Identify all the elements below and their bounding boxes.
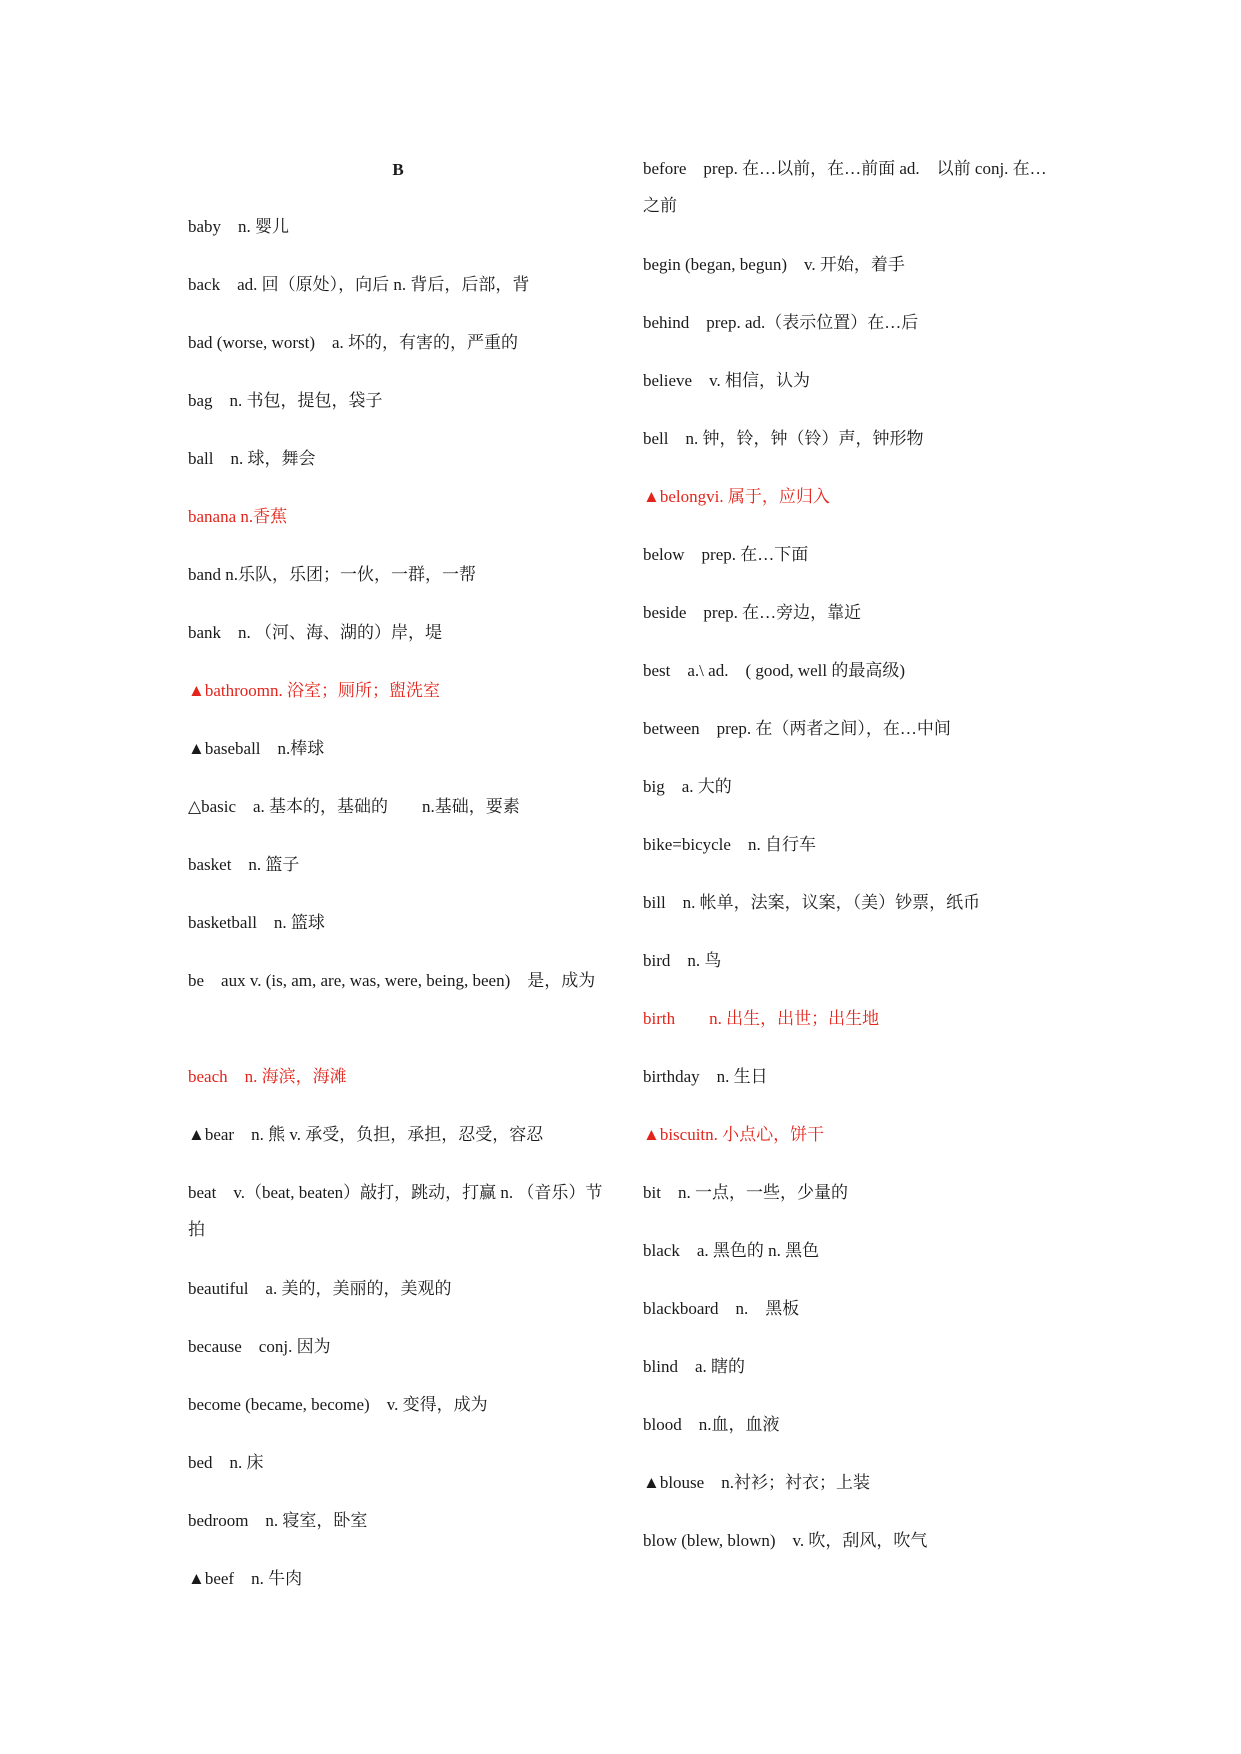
vocab-entry: blind a. 瞎的 [643,1357,745,1376]
vocab-entry: best a.\ ad. ( good, well 的最高级) [643,661,906,680]
vocab-entry: black a. 黑色的 n. 黑色 [643,1241,820,1260]
vocab-entry: begin (began, begun) v. 开始，着手 [643,255,905,274]
vocab-entry: bike=bicycle n. 自行车 [643,835,816,854]
vocab-entry: beside prep. 在…旁边，靠近 [643,603,862,622]
vocab-entry: beautiful a. 美的，美丽的，美观的 [188,1279,452,1298]
vocab-entry-highlighted: banana n.香蕉 [188,507,288,526]
vocab-entry: between prep. 在（两者之间），在…中间 [643,719,951,738]
vocab-entry: before prep. 在…以前，在…前面 ad. 以前 conj. 在…之前 [643,159,1047,215]
vocab-entry: below prep. 在…下面 [643,545,809,564]
vocab-entry: birthday n. 生日 [643,1067,768,1086]
vocab-entry: be aux v. (is, am, are, was, were, being, been) 是，成为 [188,971,596,990]
vocab-entry: ▲bear n. 熊 v. 承受，负担，承担，忍受，容忍 [188,1125,544,1144]
vocab-entry: blow (blew, blown) v. 吹，刮风，吹气 [643,1531,928,1550]
vocab-entry-highlighted: birth n. 出生，出世；出生地 [643,1009,880,1028]
vocab-entry: band n.乐队，乐团；一伙，一群，一帮 [188,565,477,584]
vocab-entry: △basic a. 基本的，基础的 n.基础，要素 [188,797,520,816]
vocab-entry: behind prep. ad.（表示位置）在…后 [643,313,919,332]
vocab-entry: blackboard n. 黑板 [643,1299,800,1318]
vocab-entry: bedroom n. 寝室，卧室 [188,1511,368,1530]
vocab-entry: bit n. 一点，一些，少量的 [643,1183,848,1202]
vocab-entry: ▲beef n. 牛肉 [188,1569,303,1588]
vocab-entry: big a. 大的 [643,777,732,796]
vocab-entry: bill n. 帐单，法案，议案，（美）钞票，纸币 [643,893,981,912]
vocab-entry: become (became, become) v. 变得，成为 [188,1395,488,1414]
vocab-entry: basketball n. 篮球 [188,913,325,932]
vocab-entry-highlighted: ▲bathroomn. 浴室；厕所；盥洗室 [188,681,440,700]
vocab-entry: believe v. 相信，认为 [643,371,810,390]
vocab-entry: ball n. 球，舞会 [188,449,316,468]
vocab-entry: bell n. 钟，铃，钟（铃）声，钟形物 [643,429,924,448]
vocab-entry-highlighted: ▲biscuitn. 小点心，饼干 [643,1125,825,1144]
vocab-entry: blood n.血，血液 [643,1415,780,1434]
vocab-entry: because conj. 因为 [188,1337,331,1356]
vocab-entry: bird n. 鸟 [643,951,722,970]
vocab-entry: baby n. 婴儿 [188,217,290,236]
vocab-entry: bank n. （河、海、湖的）岸，堤 [188,623,443,642]
vocab-entry: ▲baseball n.棒球 [188,739,325,758]
vocab-entry: bed n. 床 [188,1453,264,1472]
section-heading: B [392,160,404,179]
vocab-entry: basket n. 篮子 [188,855,300,874]
vocab-entry: bag n. 书包，提包，袋子 [188,391,383,410]
vocab-entry: beat v.（beat, beaten）敲打，跳动，打赢 n. （音乐）节拍 [188,1183,603,1239]
vocab-entry-highlighted: ▲belongvi. 属于，应归入 [643,487,830,506]
vocab-entry-highlighted: beach n. 海滨，海滩 [188,1067,347,1086]
vocab-entry: ▲blouse n.衬衫；衬衣；上装 [643,1473,870,1492]
vocab-entry: bad (worse, worst) a. 坏的，有害的，严重的 [188,333,519,352]
vocab-entry: back ad. 回（原处），向后 n. 背后，后部，背 [188,275,530,294]
